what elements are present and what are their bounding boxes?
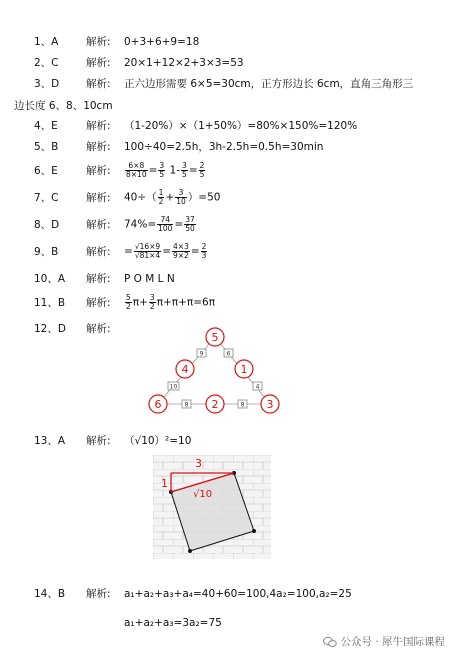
math-text: 74%= bbox=[124, 218, 157, 231]
analysis-label: 解析: bbox=[86, 164, 111, 177]
numerator: 3 bbox=[175, 189, 187, 198]
answer-number: 2、C bbox=[34, 57, 59, 69]
math-op: = bbox=[188, 164, 198, 177]
denominator: 5 bbox=[199, 170, 205, 179]
answer-number: 4、E bbox=[34, 120, 58, 132]
answer-number: 1、A bbox=[34, 36, 59, 48]
square-vertex bbox=[188, 549, 192, 553]
math-op: = bbox=[148, 164, 158, 177]
answer-row-1 bbox=[34, 35, 199, 49]
fraction bbox=[149, 294, 156, 311]
wechat-icon bbox=[323, 636, 337, 648]
fraction bbox=[175, 189, 187, 206]
numerator: 1 bbox=[158, 188, 164, 197]
answer-row-14 bbox=[34, 587, 352, 601]
answer-row-8 bbox=[34, 216, 197, 233]
analysis-label: 解析: bbox=[86, 296, 111, 309]
math-text: π+π+π=6π bbox=[156, 296, 216, 309]
answer-row-9 bbox=[34, 243, 208, 260]
answer-number: 5、B bbox=[34, 141, 59, 153]
analysis-label: 解析: bbox=[86, 273, 111, 285]
math-op: 1- bbox=[169, 164, 181, 177]
fraction bbox=[158, 162, 165, 179]
analysis-text: （1-20%）×（1+50%）=80%×150%=120% bbox=[124, 120, 358, 132]
denominator: 2 bbox=[158, 197, 164, 206]
numerator: 2 bbox=[199, 161, 205, 170]
answer-row-2 bbox=[34, 56, 244, 70]
denominator: 2 bbox=[149, 302, 155, 311]
edge-box-value: 6 bbox=[226, 350, 231, 358]
analysis-label: 解析: bbox=[86, 36, 111, 48]
math-op: = bbox=[162, 245, 172, 258]
leg-label-top: 3 bbox=[195, 457, 202, 470]
edge-box-value: 4 bbox=[255, 383, 260, 391]
math-op: + bbox=[165, 191, 175, 204]
analysis-label: 解析: bbox=[86, 78, 111, 90]
numerator: √16×9 bbox=[134, 242, 161, 251]
edge-box-value: 8 bbox=[184, 401, 189, 409]
math-op: = bbox=[174, 218, 184, 231]
analysis-label: 解析: bbox=[86, 191, 111, 204]
answer-row-13 bbox=[34, 434, 191, 448]
analysis-label: 解析: bbox=[86, 435, 111, 447]
analysis-text: a₁+a₂+a₃+a₄=40+60=100,4a₂=100,a₂=25 bbox=[124, 588, 352, 600]
answer-number: 7、C bbox=[34, 191, 59, 204]
numerator: 2 bbox=[201, 242, 207, 251]
analysis-text: 0+3+6+9=18 bbox=[124, 36, 200, 48]
grid-square-figure bbox=[153, 455, 271, 559]
fraction bbox=[125, 294, 132, 311]
circle-value: 4 bbox=[181, 363, 189, 376]
numerator: 3 bbox=[149, 293, 155, 302]
analysis-label: 解析: bbox=[86, 218, 111, 231]
analysis-text: 20×1+12×2+3×3=53 bbox=[124, 57, 244, 69]
analysis-label: 解析: bbox=[86, 588, 111, 600]
fraction bbox=[158, 189, 165, 206]
circle-value: 5 bbox=[211, 331, 219, 344]
circle-value: 6 bbox=[154, 398, 162, 411]
answer-row-3 bbox=[34, 77, 413, 91]
denominator: 9×2 bbox=[173, 251, 189, 260]
analysis-text: （√10）²=10 bbox=[124, 435, 192, 447]
analysis-label: 解析: bbox=[86, 57, 111, 69]
answer-number: 8、D bbox=[34, 218, 60, 231]
math-text: ）=50 bbox=[187, 191, 221, 204]
numerator: 74 bbox=[157, 216, 173, 225]
denominator: 5 bbox=[182, 170, 187, 179]
numerator: 4×3 bbox=[173, 242, 189, 251]
numerator: 3 bbox=[159, 161, 165, 170]
denominator: 100 bbox=[158, 224, 173, 233]
edge-box-value: 8 bbox=[240, 401, 245, 409]
answer-number: 9、B bbox=[34, 245, 59, 258]
analysis-label: 解析: bbox=[86, 141, 111, 153]
math-op: = bbox=[124, 245, 133, 258]
leg-label-side: 1 bbox=[161, 477, 168, 490]
denominator: 2 bbox=[126, 302, 131, 311]
answer-row-10 bbox=[34, 272, 175, 286]
fraction bbox=[125, 162, 148, 179]
numerator: 5 bbox=[126, 293, 131, 302]
fraction bbox=[181, 162, 188, 179]
answer-row-5 bbox=[34, 140, 323, 154]
numerator: 6×8 bbox=[125, 162, 148, 171]
answer-row-4 bbox=[34, 119, 357, 133]
hypotenuse-label: √10 bbox=[193, 489, 213, 500]
denominator: 50 bbox=[185, 224, 195, 233]
answer-number: 3、D bbox=[34, 78, 60, 90]
fraction bbox=[157, 216, 173, 233]
answer-row-7 bbox=[34, 189, 220, 206]
answer-number: 13、A bbox=[34, 435, 66, 447]
denominator: √81×4 bbox=[134, 251, 161, 260]
fraction bbox=[184, 216, 196, 233]
math-op: = bbox=[190, 245, 200, 258]
answer-number: 6、E bbox=[34, 164, 58, 177]
analysis-label: 解析: bbox=[86, 245, 111, 258]
analysis-label: 解析: bbox=[86, 120, 111, 132]
numerator: 3 bbox=[182, 161, 187, 170]
edge-box-value: 10 bbox=[169, 383, 178, 391]
answer-row-12 bbox=[34, 322, 124, 336]
answer-number: 10、A bbox=[34, 273, 66, 285]
watermark-text: 公众号 · 犀牛国际课程 bbox=[340, 636, 445, 648]
answer-number: 14、B bbox=[34, 588, 66, 600]
circle-value: 1 bbox=[240, 363, 248, 376]
watermark bbox=[323, 634, 445, 649]
analysis-label: 解析: bbox=[86, 323, 111, 335]
analysis-text: P O M L N bbox=[124, 273, 175, 285]
answer-row-11 bbox=[34, 294, 215, 311]
answer-row-3-continuation: 边长度 6、8、10cm bbox=[14, 100, 113, 112]
triangle-magic-figure bbox=[136, 322, 294, 418]
math-text: π+ bbox=[132, 296, 148, 309]
fraction bbox=[199, 162, 206, 179]
analysis-text: 100÷40=2.5h，3h-2.5h=0.5h=30min bbox=[124, 141, 324, 153]
denominator: 8×10 bbox=[126, 170, 147, 179]
answer-row-6 bbox=[34, 162, 206, 179]
denominator: 5 bbox=[159, 170, 165, 179]
circle-value: 3 bbox=[266, 398, 274, 411]
square-vertex bbox=[252, 529, 256, 533]
numerator: 37 bbox=[185, 215, 195, 224]
math-text: 40÷（ bbox=[124, 191, 157, 204]
fraction bbox=[201, 243, 208, 260]
denominator: 3 bbox=[201, 251, 207, 260]
fraction bbox=[134, 243, 161, 260]
answer-row-14-line2: a₁+a₂+a₃=3a₂=75 bbox=[124, 617, 222, 629]
edge-box-value: 9 bbox=[199, 350, 204, 358]
answer-number: 11、B bbox=[34, 296, 66, 309]
circle-value: 2 bbox=[211, 398, 219, 411]
answer-number: 12、D bbox=[34, 323, 66, 335]
fraction bbox=[172, 243, 190, 260]
denominator: 10 bbox=[176, 197, 186, 206]
analysis-text: 正六边形需要 6×5=30cm，正方形边长 6cm，直角三角形三 bbox=[124, 78, 414, 90]
